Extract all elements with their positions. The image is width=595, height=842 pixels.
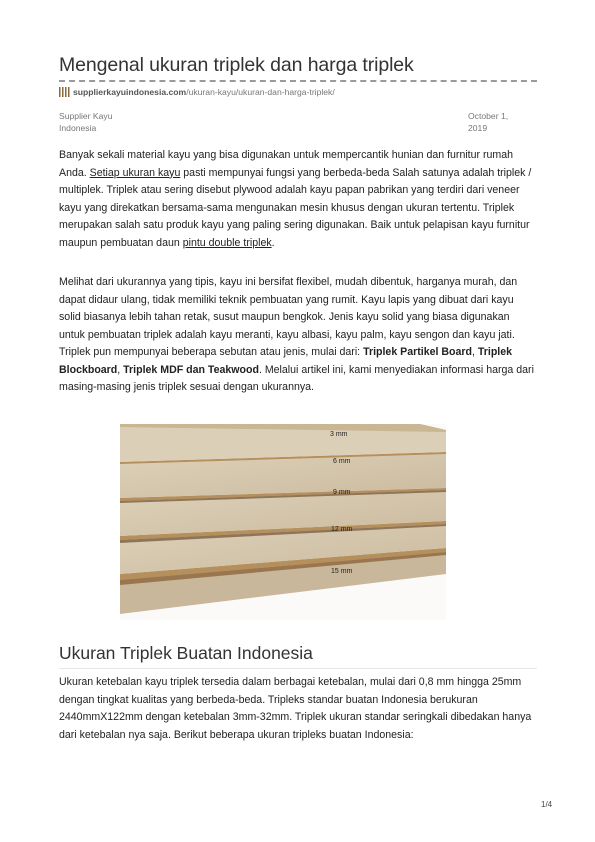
page-number: 1/4 bbox=[541, 800, 553, 809]
label-15mm: 15 mm bbox=[331, 568, 353, 575]
second-text-1: Melihat dari ukurannya yang tipis, kayu ini bersifat flexibel, mudah dibentuk, harganya murah, dan dapat didaur ulang, tidak memiliki teknik pembuatan yang rumit. Kayu lapis yang dibuat dari kayu solid biasanya lebih tahan retak, susut maupun bengkok. Jenis kayu solid yang biasa digunakan untuk pembuatan triplek adalah kayu meranti, kayu albasi, kayu palm, kayu sengon dan kayu jati. Triplek pun mempunyai beberapa sebutan atau jenis, mulai dari: bbox=[59, 276, 518, 358]
url-path: /ukuran-kayu/ukuran-dan-harga-triplek/ bbox=[186, 87, 335, 97]
label-12mm: 12 mm bbox=[331, 526, 353, 533]
date-line-2: 2019 bbox=[468, 123, 488, 133]
plywood-thickness-photo bbox=[120, 424, 446, 620]
date-line-1: October 1, bbox=[468, 111, 509, 121]
page-title: Mengenal ukuran triplek dan harga triplek bbox=[59, 54, 414, 76]
title-divider bbox=[59, 80, 537, 82]
sep-1: , bbox=[471, 346, 478, 358]
section-divider bbox=[59, 668, 537, 669]
term-mdf-teakwood: Triplek MDF dan Teakwood bbox=[123, 363, 259, 376]
intro-paragraph bbox=[59, 147, 537, 252]
author-line-2: Indonesia bbox=[59, 123, 97, 133]
link-pintu-double-triplek[interactable]: pintu double triplek bbox=[182, 236, 272, 249]
term-partikel-board: Triplek Partikel Board bbox=[363, 346, 472, 358]
link-setiap-ukuran-kayu[interactable]: Setiap ukuran kayu bbox=[89, 166, 181, 179]
term-blockboard: Triplek Blockboard bbox=[59, 346, 513, 376]
intro-text-1: Banyak sekali material kayu yang bisa digunakan untuk mempercantik hunian dan furnitur rumah Anda. bbox=[59, 149, 514, 179]
intro-text-3: . bbox=[271, 236, 275, 249]
author bbox=[59, 110, 113, 134]
section-heading: Ukuran Triplek Buatan Indonesia bbox=[59, 643, 313, 663]
label-9mm: 9 mm bbox=[333, 489, 351, 496]
sep-2: , bbox=[117, 363, 124, 376]
section-paragraph: Ukuran ketebalan kayu triplek tersedia dalam berbagai ketebalan, mulai dari 0,8 mm hingga 25mm dengan tingkat kualitas yang berbeda-beda. Tripleks standar buatan Indonesia berukuran 2440mmX122mm dengan ketebalan 3mm-32mm. Triplek ukuran standar seringkali dibedakan hanya dari ketebalan nya saja. Berikut beberapa ukuran tripleks buatan Indonesia: bbox=[59, 676, 532, 741]
site-favicon-icon bbox=[59, 87, 70, 97]
second-paragraph bbox=[59, 274, 537, 397]
publish-date bbox=[468, 110, 508, 134]
url-domain: supplierkayuindonesia.com bbox=[73, 87, 187, 97]
second-text-2: . Melalui artikel ini, kami menyediakan informasi harga dari masing-masing jenis triplek sesuai dengan ukurannya. bbox=[59, 363, 534, 393]
author-line-1: Supplier Kayu bbox=[59, 111, 113, 121]
intro-text-2: pasti mempunyai fungsi yang berbeda-beda Salah satunya adalah triplek / multiplek. Triplek atau sering disebut plywood adalah kayu papan pabrikan yang terdiri dari veneer kayu yang direkatkan bersama-sama mengunakan mesin khusus dengan ukuran tertentu. Triplek merupakan salah satu produk kayu yang paling sering digunakan. Baik untuk pelapisan kayu furnitur maupun pembuatan daun bbox=[59, 166, 532, 249]
label-3mm: 3 mm bbox=[330, 431, 348, 438]
source-url[interactable] bbox=[59, 87, 335, 97]
label-6mm: 6 mm bbox=[333, 458, 351, 465]
plywood-stack-illustration bbox=[120, 424, 446, 620]
